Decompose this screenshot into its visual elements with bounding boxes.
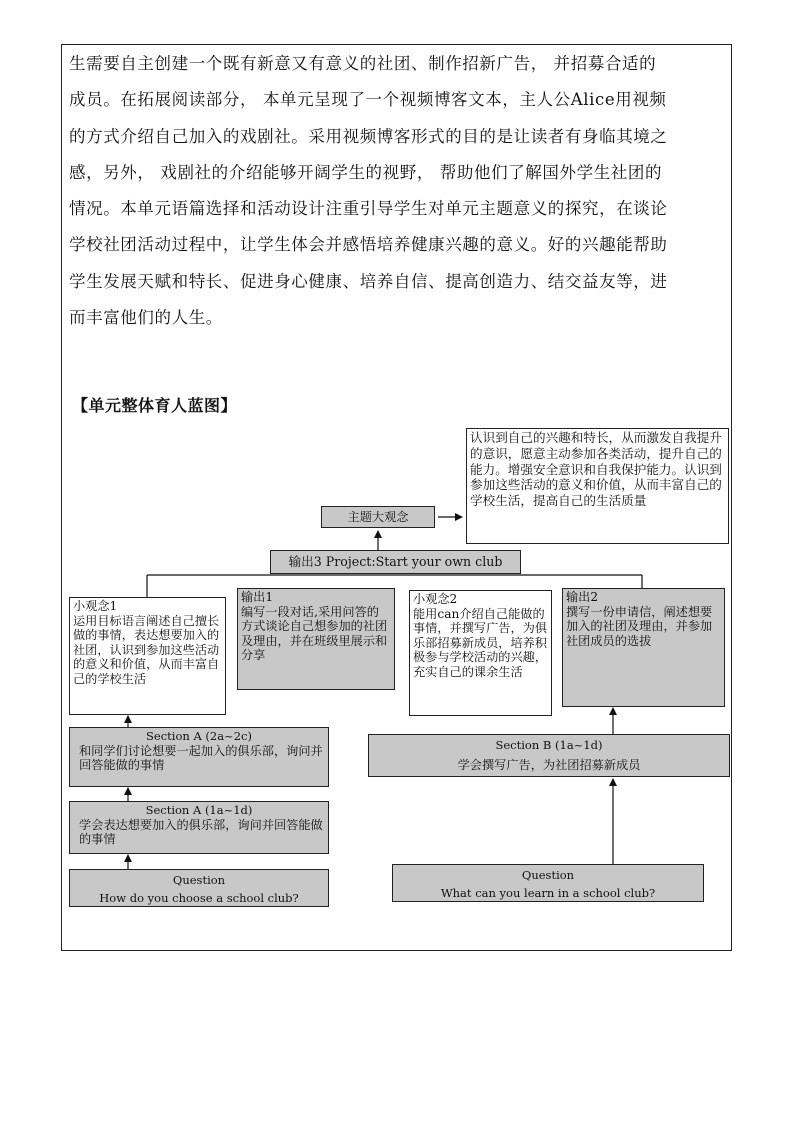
paragraph-line: 成员。在拓展阅读部分， 本单元呈现了一个视频博客文本，主人公Alice用视频 (69, 90, 667, 110)
section-a-1a-1d-box: Section A (1a~1d) 学会表达想要加入的俱乐部，询问并回答能做的事情 (69, 801, 329, 854)
output1-box: 输出1 编写一段对话,采用问答的方式谈论自己想参加的社团及理由，并在班级里展示和分享 (237, 588, 395, 690)
paragraph-line: 学生发展天赋和特长、促进身心健康、培养自信、提高创造力、结交益友等，进 (69, 271, 668, 291)
paragraph-line: 学校社团活动过程中，让学生体会并感悟培养健康兴趣的意义。好的兴趣能帮助 (69, 235, 668, 255)
section-a-2a-2c-box: Section A (2a~2c) 和同学们讨论想要一起加入的俱乐部，询问并回答能做的事情 (69, 727, 329, 787)
intro-paragraph (69, 46, 729, 336)
paragraph-line: 生需要自主创建一个既有新意又有意义的社团、制作招新广告， 并招募合适的 (69, 54, 657, 73)
big-idea-text-box: 认识到自己的兴趣和特长，从而激发自我提升的意识，愿意主动参加各类活动，提升自己的能力。增强安全意识和自我保护能力。认识到参加这些活动的意义和价值，从而丰富自己的学校生活，提高自己的生活质量 (466, 428, 729, 544)
question2-box: Question What can you learn in a school club? (392, 864, 704, 902)
output3-box: 输出3 Project:Start your own club (270, 550, 521, 574)
question1-box: Question How do you choose a school club? (69, 869, 329, 907)
idea1-box: 小观念1 运用目标语言阐述自己擅长做的事情，表达想要加入的社团，认识到参加这些活动的意义和价值，从而丰富自己的学校生活 (69, 597, 226, 715)
paragraph-line: 感，另外， 戏剧社的介绍能够开阔学生的视野， 帮助他们了解国外学生社团的 (69, 162, 663, 182)
paragraph-line: 而丰富他们的人生。 (69, 308, 223, 328)
big-idea-box: 主题大观念 (321, 506, 435, 528)
section-heading: 【单元整体育人蓝图】 (72, 396, 238, 415)
idea2-box: 小观念2 能用can介绍自己能做的事情，并撰写广告，为俱乐部招募新成员，培养积极参与学校活动的兴趣，充实自己的课余生活 (409, 590, 552, 716)
section-b-1a-1d-box: Section B (1a~1d) 学会撰写广告，为社团招募新成员 (368, 734, 730, 777)
paragraph-line: 情况。本单元语篇选择和活动设计注重引导学生对单元主题意义的探究，在谈论 (69, 199, 668, 219)
paragraph-line: 的方式介绍自己加入的戏剧社。采用视频博客形式的目的是让读者有身临其境之 (69, 126, 668, 146)
output2-box: 输出2 撰写一份申请信，阐述想要加入的社团及理由，并参加社团成员的选拔 (562, 588, 725, 707)
